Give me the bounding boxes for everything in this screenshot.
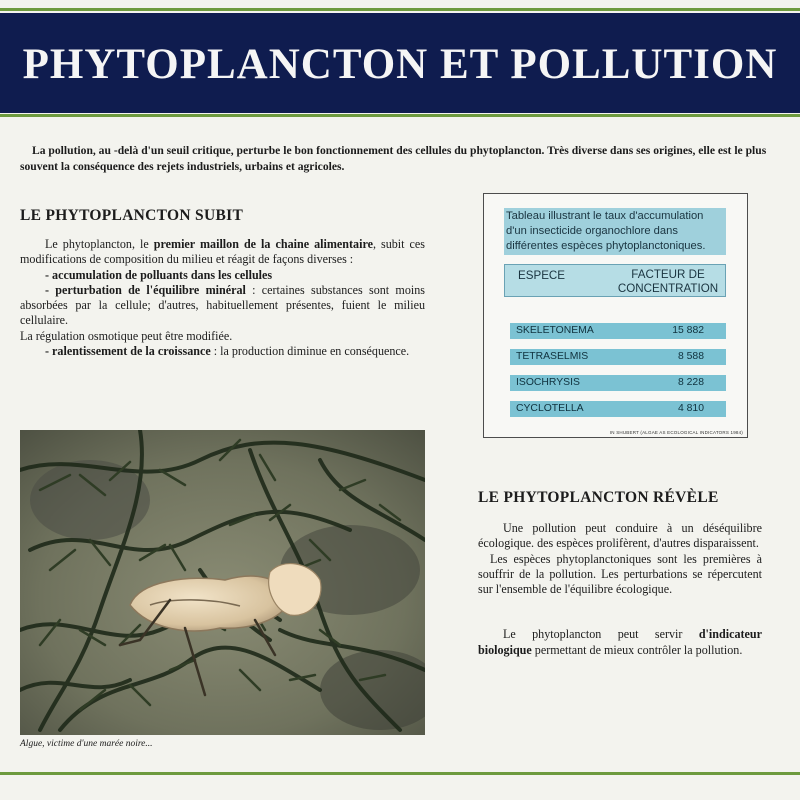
bold-span: - perturbation de l'équilibre minéral [45, 282, 246, 297]
subit-paragraph-2: La régulation osmotique peut être modifiée. [20, 328, 233, 343]
intro-paragraph: La pollution, au -delà d'un seuil critique, perturbe le bon fonctionnement des cellules du phytoplancton. Très diverse dans ses origines, elle est le plus souvent la conséquence des rejets industriels, urbains et agricoles. [20, 144, 767, 173]
species-name: ISOCHRYSIS [516, 377, 580, 388]
banner-rule [0, 114, 800, 117]
concentration-value: 15 882 [672, 325, 704, 336]
text-span: Le phytoplancton, le [45, 237, 154, 251]
table-row [510, 349, 726, 365]
species-name: TETRASELMIS [516, 351, 589, 362]
section-revele-body [478, 521, 762, 658]
revele-paragraph-3 [478, 627, 762, 658]
species-name: CYCLOTELLA [516, 403, 584, 414]
table-title: Tableau illustrant le taux d'accumulation d'un insecticide organochlore dans différentes espèces phytoplanctoniques. [504, 208, 726, 255]
seaweed-photo-illustration [20, 430, 425, 735]
bottom-rule [0, 772, 800, 775]
bold-span: - accumulation de polluants dans les cellules [45, 267, 273, 282]
species-name: SKELETONEMA [516, 325, 594, 336]
bold-span: d'indicateur biologique [478, 627, 762, 657]
oil-spill-photo [20, 430, 425, 735]
concentration-value: 8 228 [677, 377, 704, 388]
concentration-value: 4 810 [677, 403, 704, 414]
subit-paragraph-1 [20, 237, 425, 268]
page-title: PHYTOPLANCTON ET POLLUTION [22, 41, 778, 88]
photo-caption: Algue, victime d'une marée noire... [20, 739, 153, 749]
concentration-table [483, 193, 748, 438]
text-span: Le phytoplancton peut servir [503, 627, 699, 642]
text-span: permettant de mieux contrôler la pollution. [531, 642, 743, 657]
section-subit [20, 207, 425, 359]
section-revele [478, 489, 762, 658]
concentration-value: 8 588 [677, 351, 704, 362]
top-rule [0, 8, 800, 11]
column-header-species: ESPECE [518, 269, 566, 282]
section-subit-heading: LE PHYTOPLANCTON SUBIT [20, 207, 244, 224]
subit-bullet-3 [20, 344, 425, 359]
text-span: : certaines substances sont moins absorbées par la cellule; d'autres, habituellement présentes, fuient le milieu cellulaire. [20, 282, 425, 328]
table-header [504, 264, 726, 297]
table-row [510, 323, 726, 339]
table-row [510, 401, 726, 417]
subit-bullet-2 [20, 283, 425, 329]
text-span: : la production diminue en conséquence. [210, 344, 410, 359]
column-header-factor: FACTEUR DE CONCENTRATION [617, 268, 719, 295]
text-span: , subit ces modifications de composition du milieu et réagit de façons diverses : [20, 237, 425, 267]
title-banner [0, 13, 800, 113]
revele-paragraph-2: Les espèces phytoplanctoniques sont les premières à souffrir de la pollution. Les perturbations se répercutent sur l'ensemble de l'équilibre écologique. [478, 551, 762, 597]
subit-bullet-1 [20, 268, 425, 283]
section-revele-heading: LE PHYTOPLANCTON RÉVÈLE [478, 489, 719, 506]
revele-paragraph-1: Une pollution peut conduire à un déséquilibre écologique. des espèces prolifèrent, d'autres disparaissent. [478, 521, 762, 551]
bold-span: - ralentissement de la croissance [45, 344, 211, 359]
section-subit-body [20, 237, 425, 359]
table-source: IN SHUBERT (ALGAE AS ECOLOGICAL INDICATORS 1984) [609, 430, 743, 435]
bold-span: premier maillon de la chaine alimentaire [153, 237, 373, 251]
table-row [510, 375, 726, 391]
